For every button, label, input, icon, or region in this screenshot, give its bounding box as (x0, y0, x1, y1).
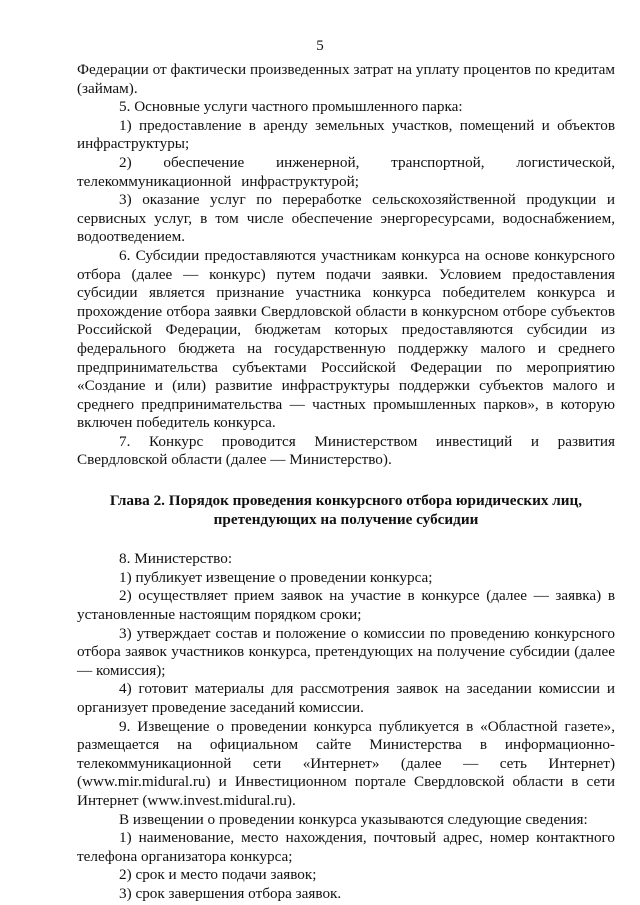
page-number: 5 (316, 38, 324, 54)
paragraph-continuation: Федерации от фактически произведенных затрат на уплату процентов по кредитам (займам). (77, 61, 615, 97)
list-item-8-4: 4) готовит материалы для рассмотрения заявок на заседании комиссии и организует проведение заседаний комиссии. (77, 680, 615, 716)
list-item-9-2: 2) срок и место подачи заявок; (119, 866, 317, 884)
list-item-5-3: 3) оказание услуг по переработке сельскохозяйственной продукции и сервисных услуг, в том числе обеспечение энергоресурсами, водоснабжением, водоотведением. (77, 191, 615, 246)
list-item-9-3: 3) срок завершения отбора заявок. (119, 884, 342, 902)
paragraph-item-8: 8. Министерство: (119, 550, 233, 568)
paragraph-item-7: 7. Конкурс проводится Министерством инвестиций и развития Свердловской области (далее — Министерство). (77, 432, 615, 469)
paragraph-item-9: 9. Извещение о проведении конкурса публикуется в «Областной газете», размещается на официальном сайте Министерства в информационно-телекоммуникационной сети «Интернет» (далее — сеть Интернет) (www.mir.midural.ru) и Инвестиционном портале Свердловской области в сети Интернет (www.invest.midural.ru). (77, 717, 615, 809)
paragraph-item-6: 6. Субсидии предоставляются участникам конкурса на основе конкурсного отбора (далее — конкурс) путем подачи заявки. Условием предоставления субсидии является признание участника конкурса победителем конкурса и прохождение отбора заявки Свердловской области в конкурсном отборе субъектов Российской Федерации, бюджетам которых предоставляются субсидии из федерального бюджета на государственную поддержку малого и среднего предпринимательства субъектами Российской Федерации по мероприятию «Создание и (или) развитие инфраструктуры поддержки субъектов малого и среднего предпринимательства — частных промышленных парков», в которую включен победитель конкурса. (77, 246, 615, 432)
document-body (77, 61, 615, 904)
paragraph-item-5: 5. Основные услуги частного промышленного парка: (119, 98, 463, 116)
list-item-8-3: 3) утверждает состав и положение о комиссии по проведению конкурсного отбора заявок участников конкурса, претендующих на получение субсидии (далее — комиссия); (77, 624, 615, 679)
list-item-8-2: 2) осуществляет прием заявок на участие в конкурсе (далее — заявка) в установленные настоящим порядком сроки; (77, 587, 615, 624)
list-item-5-2: 2) обеспечение инженерной, транспортной, логистической, телекоммуникационной инфраструктурой; (77, 153, 615, 190)
paragraph-notice-intro: В извещении о проведении конкурса указываются следующие сведения: (119, 810, 588, 828)
list-item-5-1: 1) предоставление в аренду земельных участков, помещений и объектов инфраструктуры; (77, 116, 615, 153)
list-item-8-1: 1) публикует извещение о проведении конкурса; (119, 568, 433, 586)
chapter-heading: Глава 2. Порядок проведения конкурсного отбора юридических лиц, претендующих на получение субсидии (109, 492, 583, 528)
list-item-9-1: 1) наименование, место нахождения, почтовый адрес, номер контактного телефона организатора конкурса; (77, 829, 615, 865)
